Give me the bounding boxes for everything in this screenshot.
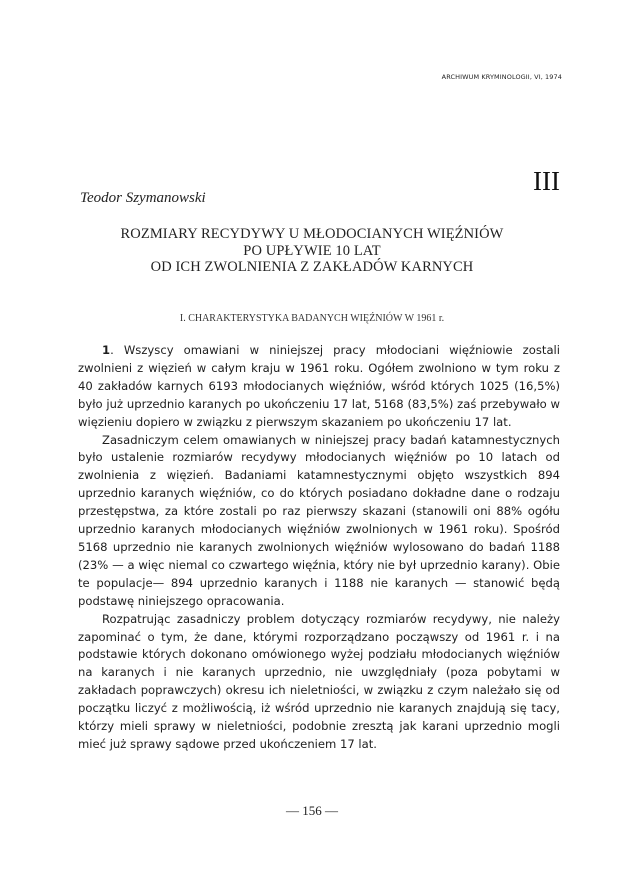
title-line-1: ROZMIARY RECYDYWY U MŁODOCIANYCH WIĘŹNIÓW — [120, 226, 504, 242]
page-number: — 156 — — [286, 803, 338, 818]
paragraph-2: Zasadniczym celem omawianych w niniejszej pracy badań katamnestycznych było ustalenie rozmiarów recydywy młodocianych więźniów po 10 latach od zwolnienia z więzień. Badaniami katamnestycznymi objęto wszystkich 894 uprzednio karanych więźniów, co do których posiadano dokładne dane o rodzaju przestępstwa, za które zostali po raz pierwszy skazani (stanowili oni 88% ogółu uprzednio karanych młodocianych więźniów zwolnionych w 1961 roku). Spośród 5168 uprzednio nie karanych zwolnionych więźniów wylosowano do badań 1188 (23% — a więc niemal co czwartego więźnia, który nie był uprzednio karany). Obie te populacje— 894 uprzednio karanych i 1188 nie karanych — stanowić będą podstawę niniejszego opracowania. — [78, 432, 560, 608]
paragraph-number: 1 — [102, 343, 111, 357]
paragraph-3: Rozpatrując zasadniczy problem dotyczący rozmiarów recydywy, nie należy zapominać o tym, że dane, którymi rozporządzano począwszy od 1961 r. i na podstawie których dokonano omówionego wyżej podziału młodocianych więźniów na karanych i nie karanych uprzednio, nie uwzględniały (poza pobytami w zakładach poprawczych) okresu ich nieletniości, w związku z czym należało się od początku liczyć z możliwością, iż wśród uprzednio nie karanych znajdują się tacy, którzy mieli sprawy w nieletniości, podobnie zresztą jak karani uprzednio mogli mieć już sprawy sądowe przed ukończeniem 17 lat. — [78, 611, 560, 751]
running-head: ARCHIWUM KRYMINOLOGII, VI, 1974 — [441, 73, 562, 81]
paragraph-1-text: . Wszyscy omawiani w niniejszej pracy młodociani więźniowie zostali zwolnieni z więzień w całym kraju w 1961 roku. Ogółem zwolniono w tym roku z 40 zakładów karnych 6193 młodocianych więźniów, wśród których 1025 (16,5%) było już uprzednio karanych po ukończeniu 17 lat, 5168 (83,5%) zaś przebywało w więzieniu dopiero w związku z pierwszym skazaniem po ukończeniu 17 lat. — [78, 343, 560, 429]
paragraph-1 — [78, 342, 560, 432]
body-text — [78, 342, 560, 754]
section-heading: I. CHARAKTERYSTYKA BADANYCH WIĘŹNIÓW W 1961 r. — [179, 313, 445, 324]
title-line-2: PO UPŁYWIE 10 LAT — [243, 242, 381, 259]
article-title — [0, 226, 624, 276]
chapter-number: III — [533, 166, 560, 196]
author-name: Teodor Szymanowski — [80, 190, 206, 206]
title-line-3: OD ICH ZWOLNIENIA Z ZAKŁADÓW KARNYCH — [150, 259, 474, 275]
